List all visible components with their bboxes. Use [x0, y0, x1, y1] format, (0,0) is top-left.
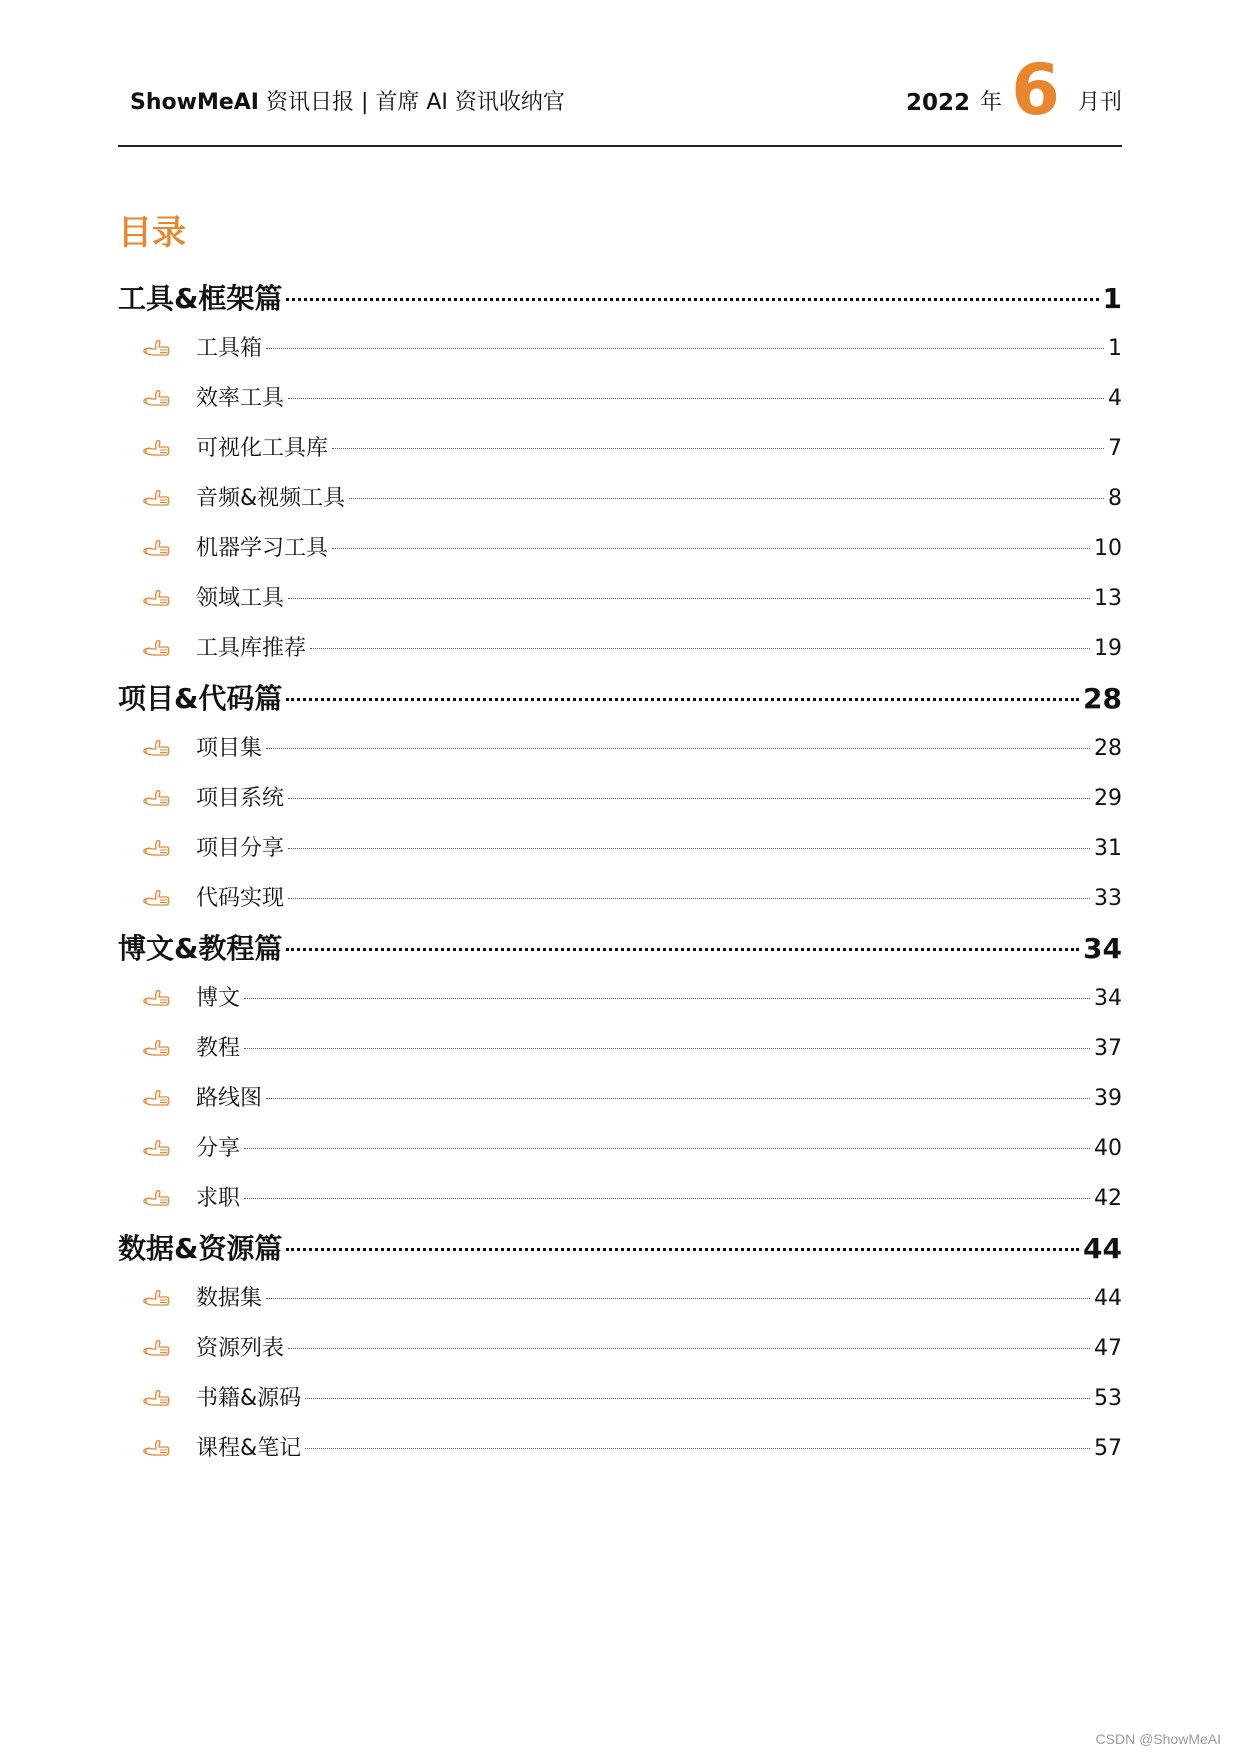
toc-item-page: 13: [1094, 586, 1122, 611]
toc-item-row[interactable]: [118, 1024, 1122, 1074]
toc-section-page: 1: [1102, 282, 1122, 315]
toc-item-row[interactable]: [118, 524, 1122, 574]
toc-item-label: 项目集: [196, 736, 263, 761]
toc-item-row[interactable]: [118, 1174, 1122, 1224]
toc-item-page: 57: [1094, 1436, 1122, 1461]
issue-label: 月刊: [1077, 90, 1122, 115]
toc-item-label: 机器学习工具: [196, 536, 329, 561]
pointing-hand-icon: [142, 777, 174, 797]
header-subtitle: 资讯日报 | 首席 AI 资讯收纳官: [265, 90, 565, 115]
toc-leader-dots: [288, 398, 1104, 399]
toc-item-page: 7: [1108, 436, 1122, 461]
toc-leader-dots: [305, 1448, 1090, 1449]
toc-item-label: 资源列表: [196, 1336, 285, 1361]
toc-item-page: 42: [1094, 1186, 1122, 1211]
toc-section-row[interactable]: [118, 674, 1122, 724]
toc-item-page: 8: [1108, 486, 1122, 511]
toc-item-row[interactable]: [118, 1124, 1122, 1174]
toc-item-page: 34: [1094, 986, 1122, 1011]
toc-item-page: 37: [1094, 1036, 1122, 1061]
page-header: [118, 49, 1122, 142]
toc-item-row[interactable]: [118, 1274, 1122, 1324]
toc-item-page: 44: [1094, 1286, 1122, 1311]
toc-leader-dots: [244, 1048, 1090, 1049]
toc-leader-dots: [288, 848, 1090, 849]
toc-leader-dots: [286, 698, 1079, 701]
table-of-contents: [118, 274, 1122, 1474]
pointing-hand-icon: [142, 1127, 174, 1147]
toc-item-label: 项目分享: [196, 836, 285, 861]
toc-item-page: 29: [1094, 786, 1122, 811]
header-publication-title: [130, 88, 565, 118]
toc-item-label: 书籍&源码: [196, 1386, 302, 1411]
pointing-hand-icon: [142, 727, 174, 747]
toc-item-label: 项目系统: [196, 786, 285, 811]
toc-leader-dots: [286, 948, 1079, 951]
toc-section-page: 44: [1083, 1232, 1122, 1265]
toc-item-row[interactable]: [118, 724, 1122, 774]
toc-item-page: 31: [1094, 836, 1122, 861]
toc-item-row[interactable]: [118, 574, 1122, 624]
pointing-hand-icon: [142, 327, 174, 347]
toc-item-page: 33: [1094, 886, 1122, 911]
toc-item-row[interactable]: [118, 974, 1122, 1024]
toc-item-page: 1: [1108, 336, 1122, 361]
watermark: CSDN @ShowMeAI: [1095, 1731, 1221, 1747]
toc-item-row[interactable]: [118, 1374, 1122, 1424]
toc-item-row[interactable]: [118, 374, 1122, 424]
toc-item-row[interactable]: [118, 824, 1122, 874]
pointing-hand-icon: [142, 377, 174, 397]
toc-leader-dots: [310, 648, 1090, 649]
toc-item-row[interactable]: [118, 1074, 1122, 1124]
toc-item-page: 47: [1094, 1336, 1122, 1361]
toc-item-label: 课程&笔记: [196, 1436, 302, 1461]
toc-item-label: 可视化工具库: [196, 436, 329, 461]
toc-leader-dots: [288, 598, 1090, 599]
pointing-hand-icon: [142, 1027, 174, 1047]
toc-item-label: 效率工具: [196, 386, 285, 411]
toc-item-row[interactable]: [118, 874, 1122, 924]
toc-leader-dots: [266, 348, 1104, 349]
toc-leader-dots: [288, 1348, 1090, 1349]
toc-item-row[interactable]: [118, 774, 1122, 824]
pointing-hand-icon: [142, 477, 174, 497]
toc-leader-dots: [332, 448, 1104, 449]
toc-item-label: 代码实现: [196, 886, 285, 911]
toc-leader-dots: [244, 998, 1090, 999]
toc-leader-dots: [286, 298, 1098, 301]
toc-leader-dots: [288, 798, 1090, 799]
toc-item-page: 19: [1094, 636, 1122, 661]
pointing-hand-icon: [142, 1077, 174, 1097]
pointing-hand-icon: [142, 627, 174, 647]
toc-item-row[interactable]: [118, 1324, 1122, 1374]
pointing-hand-icon: [142, 427, 174, 447]
toc-item-label: 教程: [196, 1036, 241, 1061]
issue-year-unit: 年: [979, 90, 1002, 115]
pointing-hand-icon: [142, 877, 174, 897]
toc-leader-dots: [266, 748, 1090, 749]
toc-item-label: 领域工具: [196, 586, 285, 611]
toc-item-row[interactable]: [118, 1424, 1122, 1474]
toc-section-row[interactable]: [118, 274, 1122, 324]
toc-item-label: 博文: [196, 986, 241, 1011]
toc-item-row[interactable]: [118, 324, 1122, 374]
toc-section-row[interactable]: [118, 924, 1122, 974]
toc-item-label: 求职: [196, 1186, 241, 1211]
pointing-hand-icon: [142, 1427, 174, 1447]
toc-item-label: 数据集: [196, 1286, 263, 1311]
toc-item-label: 工具库推荐: [196, 636, 307, 661]
toc-leader-dots: [305, 1398, 1090, 1399]
toc-item-page: 28: [1094, 736, 1122, 761]
toc-item-page: 53: [1094, 1386, 1122, 1411]
toc-item-row[interactable]: [118, 474, 1122, 524]
toc-item-page: 10: [1094, 536, 1122, 561]
toc-leader-dots: [288, 898, 1090, 899]
pointing-hand-icon: [142, 1177, 174, 1197]
pointing-hand-icon: [142, 827, 174, 847]
header-divider: [118, 145, 1122, 147]
pointing-hand-icon: [142, 1377, 174, 1397]
toc-item-label: 分享: [196, 1136, 241, 1161]
toc-item-page: 40: [1094, 1136, 1122, 1161]
toc-section-title: 数据&资源篇: [118, 1232, 283, 1265]
toc-item-page: 39: [1094, 1086, 1122, 1111]
toc-leader-dots: [286, 1248, 1079, 1251]
toc-item-row[interactable]: [118, 624, 1122, 674]
pointing-hand-icon: [142, 527, 174, 547]
pointing-hand-icon: [142, 577, 174, 597]
toc-section-title: 工具&框架篇: [118, 282, 283, 315]
toc-leader-dots: [244, 1198, 1090, 1199]
toc-leader-dots: [266, 1298, 1090, 1299]
toc-leader-dots: [349, 498, 1104, 499]
toc-item-label: 路线图: [196, 1086, 263, 1111]
toc-title: 目录: [118, 213, 186, 253]
issue-month-number: 6: [1011, 49, 1060, 131]
toc-section-title: 项目&代码篇: [118, 682, 283, 715]
toc-leader-dots: [244, 1148, 1090, 1149]
issue-year: 2022: [905, 90, 970, 116]
toc-section-page: 28: [1083, 682, 1122, 715]
toc-item-page: 4: [1108, 386, 1122, 411]
pointing-hand-icon: [142, 1327, 174, 1347]
toc-item-label: 工具箱: [196, 336, 263, 361]
toc-section-page: 34: [1083, 932, 1122, 965]
toc-item-label: 音频&视频工具: [196, 486, 346, 511]
toc-section-row[interactable]: [118, 1224, 1122, 1274]
toc-leader-dots: [332, 548, 1090, 549]
pointing-hand-icon: [142, 977, 174, 997]
toc-leader-dots: [266, 1098, 1090, 1099]
pointing-hand-icon: [142, 1277, 174, 1297]
brand-name: ShowMeAI: [130, 90, 259, 115]
toc-section-title: 博文&教程篇: [118, 932, 283, 965]
toc-item-row[interactable]: [118, 424, 1122, 474]
